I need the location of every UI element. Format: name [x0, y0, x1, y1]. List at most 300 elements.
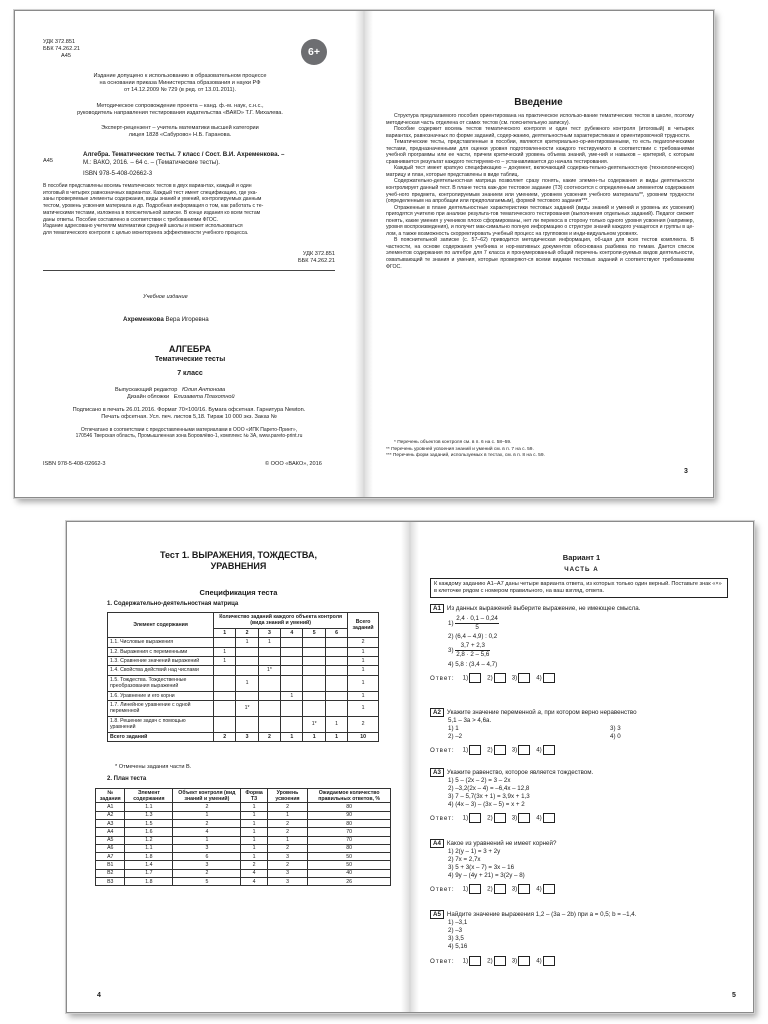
answer-checkbox[interactable]	[494, 956, 506, 966]
matrix-cell	[236, 691, 258, 700]
matrix-cell	[214, 666, 236, 675]
footnote: * Перечень объектов контроля см. в п. 6 на с. 58–59.	[394, 440, 512, 445]
plan-cell: 4	[241, 877, 267, 885]
matrix-row-total: 2	[348, 638, 379, 647]
plan-row	[96, 836, 391, 844]
book-title: АЛГЕБРА	[168, 344, 212, 354]
author-code: А45	[61, 53, 71, 60]
plan-cell: 26	[308, 877, 391, 885]
footnote: *** Перечень форм заданий, используемых в тестах, см. в п. 8 на с. 59.	[386, 453, 545, 459]
question-a4	[430, 839, 730, 894]
matrix-row	[108, 638, 379, 647]
udk-block	[43, 39, 80, 61]
option: 1) –3,1	[448, 919, 468, 926]
content-matrix	[107, 612, 379, 742]
variant-page	[410, 522, 753, 1012]
plan-cell: 1.2	[125, 836, 173, 844]
editor-label: Выпускающий редактор	[115, 387, 178, 393]
option: 1) 5 – (2x – 2) = 3 – 2x	[448, 777, 511, 784]
matrix-row	[108, 647, 379, 656]
test-title-line: УРАВНЕНИЯ	[210, 561, 267, 571]
author-surname: Ахременкова	[123, 316, 164, 323]
isbn: ISBN 978-5-408-02662-3	[83, 170, 153, 177]
plan-cell: 4	[173, 828, 241, 836]
option: 1) 1	[448, 725, 459, 732]
print-line: Подписано в печать 26.01.2016. Формат 70×100/16. Бумага офсетная. Гарнитура Newton.	[72, 407, 306, 413]
plan-cell: 1.5	[125, 819, 173, 827]
matrix-cell	[325, 675, 347, 691]
matrix-row	[108, 691, 379, 700]
question-a3	[430, 768, 730, 823]
plan-cell: 3	[173, 861, 241, 869]
author-given: Вера Игоревна	[163, 316, 209, 323]
matrix-cell: 1	[214, 657, 236, 666]
fraction	[455, 642, 490, 659]
matrix-row	[108, 716, 379, 732]
matrix-total-cell: 2	[214, 732, 236, 741]
answer-option-label: 1)	[462, 957, 469, 965]
book-title-block	[75, 344, 305, 379]
annotation-line: заны проверяемые элементы содержания, виды знаний и умений, контролируемых данным	[43, 196, 262, 203]
matrix-cell: 1	[214, 647, 236, 656]
plan-cell: 3	[267, 853, 308, 861]
matrix-total-label: Всего заданий	[108, 732, 214, 741]
reviewer-line: Эксперт-рецензент – учитель математики высшей категории	[101, 125, 259, 131]
option: 2) –3	[448, 927, 463, 934]
plan-cell: 2	[267, 803, 308, 811]
plan-cell: 1.4	[125, 861, 173, 869]
answer-row	[430, 884, 730, 894]
plan-title: 2. План теста	[107, 776, 147, 782]
plan-cell: А1	[96, 803, 125, 811]
matrix-row-total: 2	[348, 716, 379, 732]
matrix-total-row	[108, 732, 379, 741]
plan-header: Элемент содержания	[125, 789, 173, 803]
answer-row	[430, 673, 730, 683]
answer-checkbox[interactable]	[518, 745, 530, 755]
answer-checkbox[interactable]	[469, 884, 481, 894]
imprint-page	[15, 11, 364, 497]
answer-option-label: 3)	[511, 746, 518, 754]
plan-cell: 1	[173, 811, 241, 819]
plan-cell: 80	[308, 819, 391, 827]
instruction-box: К каждому заданию А1–А7 даны четыре варианта ответа, из которых только один верный. Поставьте знак «×» в клеточке рядом с номером правильного, на ваш взгляд, ответа.	[430, 578, 728, 598]
intro-paragraph: В пояснительной записке (с. 57–62) приводится методическая информация, об-щая для всех тестов комплекта. В частности, на основе содержания учебника и нор-мативных документов обоснована разбивка по темам. Дается список элементов содержания по алгебре для 7 класса и пронумерованный общий перечень контроли-руемых видов деятельности, охватывающий те знания и умения, которые проверяют-ся всеми видами тестовых заданий и соответствуют требованиям ФГОС.	[386, 237, 694, 270]
denominator: 2,8 · 2 – 5,6	[456, 651, 490, 658]
divider	[43, 270, 335, 271]
matrix-cell: 1*	[303, 716, 325, 732]
question-text: Найдите значение выражения 1,2 – (3a – 2b) при a = 0,5; b = –1,4.	[446, 911, 637, 918]
intro-paragraph: Пособие содержит восемь тестов тематического контроля и один тест рубежного контроля (итоговый) в четырех вариантах, равнозначных по форме заданий, содер-жанию, деятельностным характеристикам и ориентировочной трудности.	[386, 126, 694, 139]
plan-cell: 70	[308, 828, 391, 836]
matrix-cell: 1*	[236, 701, 258, 717]
matrix-cell	[303, 647, 325, 656]
plan-header: № задания	[96, 789, 125, 803]
matrix-subheader: 6	[325, 628, 347, 637]
answer-option-label: 3)	[511, 814, 518, 822]
biblio-line: Алгебра. Тематические тесты. 7 класс / Сост. В.И. Ахременкова. –	[83, 151, 285, 158]
answer-checkbox[interactable]	[469, 745, 481, 755]
plan-cell: 1	[241, 811, 267, 819]
plan-cell: 2	[267, 819, 308, 827]
annotation-line: Издание адресовано учителям математики средней школы и может использоваться	[43, 223, 243, 230]
plan-row	[96, 869, 391, 877]
matrix-cell	[236, 716, 258, 732]
answer-checkbox[interactable]	[494, 673, 506, 683]
matrix-total-cell: 2	[258, 732, 280, 741]
answer-checkbox[interactable]	[518, 956, 530, 966]
printer-line: Отпечатано в соответствии с предоставленными материалами в ООО «ИПК Парето-Принт»,	[80, 427, 298, 433]
matrix-cell	[281, 638, 303, 647]
option: 3) 3	[610, 725, 621, 732]
annotation-line: даны ответы. Пособие составлено в соответствии с требованиями ФГОС.	[43, 216, 218, 223]
cover-name: Елизавета Плахотной	[173, 394, 235, 401]
print-info	[43, 407, 335, 421]
test-title-line: Тест 1. ВЫРАЖЕНИЯ, ТОЖДЕСТВА,	[160, 550, 317, 560]
answer-label: Ответ:	[430, 674, 455, 682]
numerator: 3,7 + 2,3	[455, 642, 490, 651]
print-line: Печать офсетная. Усл. печ. листов 5,18. Тираж 10 000 экз. Заказ №	[101, 414, 277, 421]
matrix-row-label: 1.7. Линейное уравнение с одной переменной	[108, 701, 214, 717]
approval-line: Издание допущено к использованию в образовательном процессе	[93, 73, 267, 79]
plan-cell: А3	[96, 819, 125, 827]
answer-option-label: 1)	[462, 674, 469, 682]
plan-row	[96, 828, 391, 836]
answer-option-label: 1)	[462, 814, 469, 822]
book-spread-1	[14, 10, 714, 498]
plan-header: Ожидаемое количество правильных ответов, %	[308, 789, 391, 803]
book-spread-2	[66, 521, 754, 1013]
question-number: А2	[430, 708, 444, 717]
answer-checkbox[interactable]	[469, 673, 481, 683]
matrix-row-total: 1	[348, 691, 379, 700]
test-plan-table	[95, 788, 391, 886]
plan-cell: 1	[173, 836, 241, 844]
plan-cell: 1	[241, 844, 267, 852]
answer-checkbox[interactable]	[469, 956, 481, 966]
matrix-row-label: 1.4. Свойства действий над числами	[108, 666, 214, 675]
matrix-total-cell: 1	[281, 732, 303, 741]
annotation-line: для тематического контроля с целью мониторинга эффективности учебного процесса.	[43, 229, 249, 236]
matrix-cell	[281, 716, 303, 732]
answer-option-label: 4)	[536, 674, 542, 682]
answer-label: Ответ:	[430, 814, 455, 822]
question-text: Какое из уравнений не имеет корней?	[446, 840, 557, 847]
age-rating-badge: 6+	[301, 39, 327, 65]
methodical-support	[55, 103, 305, 117]
plan-cell: В2	[96, 869, 125, 877]
matrix-row	[108, 701, 379, 717]
matrix-cell	[258, 657, 280, 666]
answer-option-label: 4)	[536, 814, 542, 822]
answer-checkbox[interactable]	[494, 884, 506, 894]
matrix-subheader: 3	[258, 628, 280, 637]
matrix-title: 1. Содержательно-деятельностная матрица	[107, 601, 239, 607]
editor-name: Юлия Антонова	[181, 387, 226, 393]
option: 4) (4x – 3) – (3x – 5) = x + 2	[448, 801, 525, 808]
answer-option-label: 2)	[487, 674, 493, 682]
staff-credits	[115, 387, 335, 401]
plan-cell: 50	[308, 853, 391, 861]
intro-paragraph: Тематические тесты, представленные в пособии, являются критериально-ор-иентированными, то есть педагогическими тестами, предназначенными для оценки уровня подготовленности каждого тестируемого в соответствии с требованиями учебной программы или ее части, причем критический уровень объема знаний, уме-ний и навыков – критерий, с которым сравнивается результат каждого тестируемо-го – устанавливается до начала тестирования.	[386, 139, 694, 165]
plan-cell: 2	[267, 828, 308, 836]
annotation-line: матическими тестами, изложена в пояснительной записке. В конце издания ко всем тестам	[43, 209, 261, 216]
matrix-cell	[258, 647, 280, 656]
answer-label: Ответ:	[430, 746, 455, 754]
approval-line: от 14.12.2009 № 729 (в ред. от 13.01.2011).	[123, 87, 237, 94]
option: 4) 5,8 : (3,4 – 4,7)	[448, 661, 498, 668]
intro-paragraph: Структура предлагаемого пособия ориентирована на практическое использо-вание тематических тестов в школе, поэтому методическая часть отделена от самих тестов (см. пояснительную записку).	[386, 113, 694, 126]
plan-cell: 2	[267, 844, 308, 852]
plan-cell: А4	[96, 828, 125, 836]
plan-cell: А2	[96, 811, 125, 819]
plan-row	[96, 853, 391, 861]
bbk-line: ББК 74.262.21	[297, 258, 335, 265]
intro-body	[386, 113, 694, 270]
matrix-cell: 1*	[258, 666, 280, 675]
answer-label: Ответ:	[430, 885, 455, 893]
question-text: Укажите равенство, которое является тождеством.	[446, 769, 594, 776]
matrix-cell	[214, 638, 236, 647]
annotation-line: В пособии представлены восемь тематических тестов в двух вариантах, каждый и один	[43, 183, 252, 189]
answer-option-label: 2)	[487, 957, 493, 965]
answer-option-label: 2)	[487, 885, 493, 893]
matrix-cell	[214, 675, 236, 691]
plan-cell: 1.7	[125, 869, 173, 877]
plan-cell: 1	[241, 836, 267, 844]
spec-title: Спецификация теста	[199, 588, 278, 597]
approval-note	[55, 73, 305, 95]
answer-checkbox[interactable]	[543, 956, 555, 966]
matrix-header-count: Количество заданий каждого объекта контроля (вида знаний и умений)	[214, 613, 348, 629]
plan-cell: 1	[267, 811, 308, 819]
intro-paragraph: Отраженные в плане деятельностные характеристики тестовых заданий (виды знаний и умений и уровень их усвоения) пригодятся учителю при анализе результа-тов тематического тестирования (выполнения отдельных заданий). Педагог сможет понять, какие умения у учеников плохо сформированы, нет ли перекоса в сторону только одного уровня усвоения (например, уровня воспроизведения), и получит мак-симально полную информацию о структуре знаний каждого учащегося и группы в це-лом, а также возможность скорректировать учебный процесс на групповом и инди-видуальном уровнях.	[386, 204, 694, 237]
introduction-page	[364, 11, 713, 497]
inequality: 5,1 – 3a > 4,6a.	[448, 717, 492, 724]
matrix-cell	[303, 701, 325, 717]
option: 4) 5,16	[448, 943, 468, 950]
plan-cell: 1.1	[125, 803, 173, 811]
plan-cell: А5	[96, 836, 125, 844]
answer-checkbox[interactable]	[518, 673, 530, 683]
matrix-cell: 1	[325, 716, 347, 732]
answer-row	[430, 813, 730, 823]
matrix-cell	[325, 647, 347, 656]
matrix-row-label: 1.8. Решение задач с помощью уравнений	[108, 716, 214, 732]
answer-option-label: 2)	[487, 746, 493, 754]
isbn-footer: ISBN 978-5-408-02662-3	[43, 461, 106, 467]
answer-checkbox[interactable]	[543, 745, 555, 755]
answer-checkbox[interactable]	[543, 813, 555, 823]
matrix-cell	[236, 657, 258, 666]
annotation-line: тестом, уровень усвоения материала и др. Подробная информация о том, как работать с те-	[43, 203, 264, 210]
option: 3) 5 + 3(x – 7) = 3x – 16	[448, 864, 515, 871]
plan-row	[96, 861, 391, 869]
matrix-total-cell: 1	[303, 732, 325, 741]
option: 2) –3,2(2x – 4) = –6,4x – 12,8	[448, 785, 530, 792]
question-a1	[430, 604, 730, 683]
matrix-cell	[258, 675, 280, 691]
matrix-row-total: 1	[348, 657, 379, 666]
test-spec-page	[67, 522, 410, 1012]
matrix-cell	[303, 675, 325, 691]
plan-cell: А6	[96, 844, 125, 852]
book-grade: 7 класс	[177, 370, 203, 377]
answer-label: Ответ:	[430, 957, 455, 965]
question-a5	[430, 910, 730, 966]
matrix-subheader: 4	[281, 628, 303, 637]
option: 3) 3,5	[448, 935, 464, 942]
option: 3) 7 – 5,7(3x + 1) = 3,9x + 1,3	[448, 793, 530, 800]
edition-type: Учебное издание	[143, 294, 188, 300]
plan-cell: 2	[173, 819, 241, 827]
udk-line: УДК 372.851	[302, 251, 335, 257]
matrix-row-label: 1.5. Тождества. Тождественные преобразования выражений	[108, 675, 214, 691]
matrix-header-total: Всего заданий	[348, 613, 379, 638]
matrix-row	[108, 666, 379, 675]
option: 4) 0	[610, 733, 621, 740]
plan-cell: А7	[96, 853, 125, 861]
matrix-cell	[258, 701, 280, 717]
method-line: Методическое сопровождение проекта – канд. ф.-м. наук, с.н.с.,	[96, 103, 264, 109]
intro-paragraph: Каждый тест имеет краткую спецификацию – документ, включающий содержа-тельно-деятельностную (технологическую) матрицу и план, которые представлены в виде таблиц.	[386, 165, 694, 178]
question-text: Из данных выражений выберите выражение, не имеющее смысла.	[446, 605, 641, 612]
plan-cell: 1.3	[125, 811, 173, 819]
option: 1) 2(y – 1) = 3 + 2y	[448, 848, 501, 855]
matrix-row	[108, 675, 379, 691]
plan-cell: 1	[241, 819, 267, 827]
page-number: 5	[732, 992, 736, 999]
matrix-cell	[303, 657, 325, 666]
plan-header: Форма ТЗ	[241, 789, 267, 803]
matrix-subheader: 1	[214, 628, 236, 637]
matrix-cell: 1	[281, 691, 303, 700]
option: 2) –2	[448, 733, 463, 740]
option-label: 1)	[448, 620, 454, 628]
udk-line: УДК 372.851	[43, 39, 76, 45]
question-number: А3	[430, 768, 444, 777]
numerator: 2,4 · 0,1 – 0,24	[456, 615, 498, 622]
method-line: руководитель направления тестирования издательства «ВАКО» Т.Г. Михалева.	[77, 110, 283, 117]
reviewer-note	[55, 125, 305, 139]
plan-cell: В3	[96, 877, 125, 885]
plan-row	[96, 803, 391, 811]
part-b-note: * Отмечены задания части В.	[115, 764, 192, 770]
option: 4) 9y – (4y + 21) = 3(2y – 8)	[448, 872, 525, 879]
answer-option-label: 1)	[462, 885, 469, 893]
matrix-cell	[281, 647, 303, 656]
matrix-cell	[258, 691, 280, 700]
denominator: 5	[475, 624, 479, 631]
plan-cell: 2	[173, 803, 241, 811]
answer-option-label: 3)	[511, 957, 518, 965]
matrix-cell: 1	[236, 638, 258, 647]
plan-row	[96, 811, 391, 819]
annotation-line: итоговый в четырех равнозначных вариантах. Каждый тест имеет спецификацию, где ука-	[43, 189, 258, 196]
plan-cell: 1	[241, 853, 267, 861]
matrix-cell	[303, 666, 325, 675]
part-title: ЧАСТЬ А	[564, 566, 599, 573]
matrix-row-total: 1	[348, 701, 379, 717]
matrix-cell: 1	[258, 638, 280, 647]
answer-checkbox[interactable]	[518, 884, 530, 894]
plan-cell: 1	[241, 803, 267, 811]
question-number: А4	[430, 839, 444, 848]
plan-row	[96, 819, 391, 827]
matrix-cell	[281, 657, 303, 666]
udk-block-2	[265, 251, 335, 265]
question-number: А1	[430, 604, 444, 613]
matrix-total-cell: 1	[325, 732, 347, 741]
matrix-row-label: 1.2. Выражения с переменными	[108, 647, 214, 656]
fraction	[455, 615, 499, 632]
matrix-cell	[325, 666, 347, 675]
plan-row	[96, 844, 391, 852]
plan-cell: 3	[173, 844, 241, 852]
variant-title: Вариант 1	[562, 553, 601, 562]
answer-checkbox[interactable]	[494, 813, 506, 823]
plan-cell: 3	[267, 877, 308, 885]
reviewer-line: лицея 1828 «Сабурово» Н.Б. Гаранова.	[128, 132, 232, 139]
biblio-code: А45	[43, 158, 53, 164]
biblio-line: М.: ВАКО, 2016. – 64 с. – (Тематические тесты).	[83, 159, 221, 166]
plan-cell: 1	[267, 836, 308, 844]
answer-checkbox[interactable]	[494, 745, 506, 755]
matrix-row-label: 1.6. Уравнение и его корни	[108, 691, 214, 700]
plan-cell: 5	[173, 877, 241, 885]
option-label: 3)	[448, 647, 454, 655]
matrix-cell	[325, 701, 347, 717]
plan-cell: 80	[308, 844, 391, 852]
matrix-subheader: 2	[236, 628, 258, 637]
bibliographic-entry	[83, 151, 333, 178]
author-name	[123, 316, 209, 324]
plan-cell: 3	[267, 869, 308, 877]
answer-checkbox[interactable]	[518, 813, 530, 823]
plan-cell: В1	[96, 861, 125, 869]
answer-checkbox[interactable]	[543, 673, 555, 683]
approval-line: на основании приказа Министерства образования и науки РФ	[99, 80, 261, 87]
matrix-grand-total: 10	[348, 732, 379, 741]
plan-cell: 1.8	[125, 853, 173, 861]
plan-cell: 2	[173, 869, 241, 877]
plan-cell: 50	[308, 861, 391, 869]
matrix-total-cell: 3	[236, 732, 258, 741]
answer-row	[430, 745, 730, 755]
matrix-row-total: 1	[348, 675, 379, 691]
option: 2) 7x = 2,7x	[448, 856, 481, 863]
answer-checkbox[interactable]	[469, 813, 481, 823]
plan-header: Объект контроля (вид знаний и умений)	[173, 789, 241, 803]
matrix-cell	[281, 701, 303, 717]
plan-cell: 40	[308, 869, 391, 877]
plan-cell: 80	[308, 803, 391, 811]
intro-title: Введение	[514, 97, 563, 108]
plan-cell: 1.1	[125, 844, 173, 852]
matrix-cell	[281, 675, 303, 691]
answer-option-label: 3)	[511, 885, 518, 893]
plan-cell: 2	[241, 861, 267, 869]
answer-option-label: 4)	[536, 746, 542, 754]
matrix-cell	[325, 657, 347, 666]
plan-cell: 1.8	[125, 877, 173, 885]
matrix-cell	[258, 716, 280, 732]
bbk-line: ББК 74.262.21	[43, 46, 81, 53]
matrix-header-element: Элемент содержания	[108, 613, 214, 638]
annotation	[43, 183, 335, 237]
answer-checkbox[interactable]	[543, 884, 555, 894]
option: 2) (6,4 – 4,9) : 0,2	[448, 633, 498, 640]
